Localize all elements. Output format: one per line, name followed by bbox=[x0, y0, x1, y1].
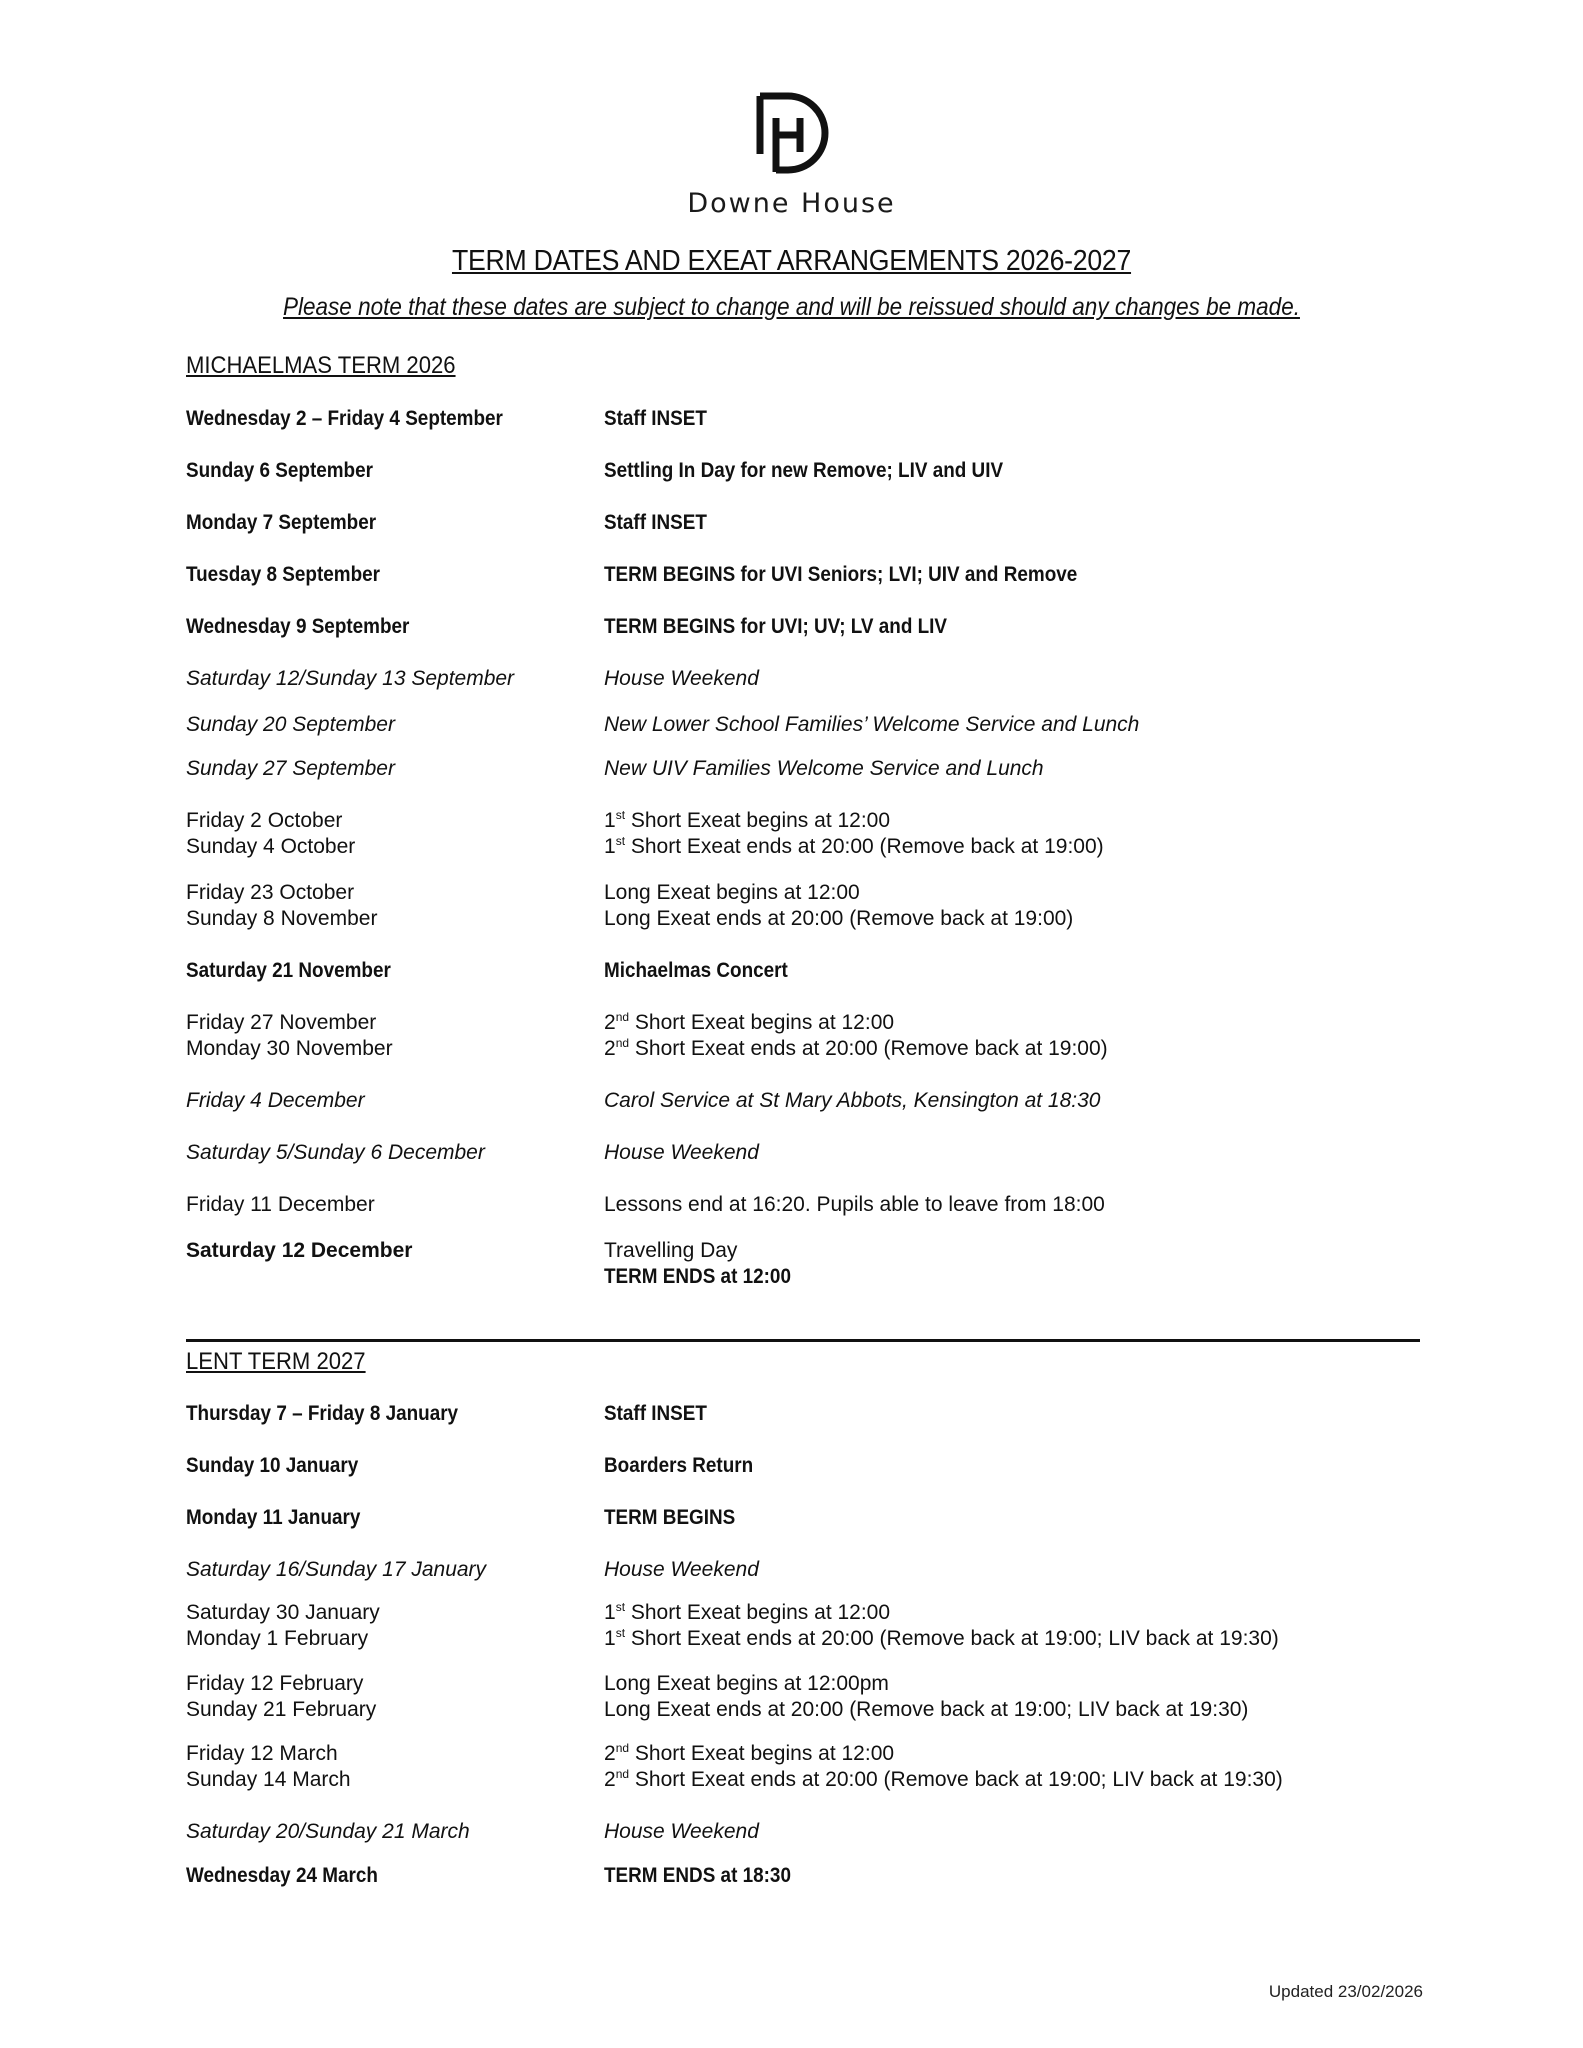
row-event: New UIV Families Welcome Service and Lunch bbox=[604, 757, 1044, 780]
row-date: Friday 12 February bbox=[186, 1672, 364, 1695]
school-name: Downe House bbox=[687, 188, 896, 219]
row-event: House Weekend bbox=[604, 1820, 759, 1843]
ordinal-suffix: nd bbox=[615, 1767, 630, 1781]
ordinal-suffix: st bbox=[615, 1626, 626, 1640]
michaelmas-heading: MICHAELMAS TERM 2026 bbox=[186, 352, 456, 379]
row-event: TERM ENDS at 12:00 bbox=[604, 1265, 791, 1288]
ordinal-number: 1 bbox=[604, 1601, 616, 1624]
row-event: Staff INSET bbox=[604, 1402, 707, 1425]
row-date: Wednesday 2 – Friday 4 September bbox=[186, 407, 503, 430]
event-text: Short Exeat ends at 20:00 (Remove back at 19:00) bbox=[625, 835, 1104, 858]
page-title: TERM DATES AND EXEAT ARRANGEMENTS 2026-2027 bbox=[451, 245, 1132, 277]
ordinal-suffix: st bbox=[615, 1600, 626, 1614]
row-date: Monday 7 September bbox=[186, 511, 377, 534]
event-text: Short Exeat begins at 12:00 bbox=[625, 1601, 891, 1624]
ordinal-suffix: st bbox=[615, 808, 626, 822]
event-text: Short Exeat ends at 20:00 (Remove back at 19:00; LIV back at 19:30) bbox=[629, 1768, 1283, 1791]
row-date: Sunday 27 September bbox=[186, 757, 395, 780]
row-date: Saturday 21 November bbox=[186, 959, 391, 982]
disclaimer-note: Please note that these dates are subject to change and will be reissued should any changes be made. bbox=[283, 293, 1300, 321]
row-event: Long Exeat begins at 12:00 bbox=[604, 881, 860, 904]
ordinal-number: 1 bbox=[604, 1627, 616, 1650]
ordinal-number: 1 bbox=[604, 809, 616, 832]
ordinal-suffix: nd bbox=[615, 1036, 630, 1050]
row-event: TERM ENDS at 18:30 bbox=[604, 1864, 791, 1887]
row-event: Boarders Return bbox=[604, 1454, 754, 1477]
section-divider bbox=[186, 1339, 1420, 1342]
row-date: Tuesday 8 September bbox=[186, 563, 380, 586]
row-event: Travelling Day bbox=[604, 1239, 738, 1262]
row-event: Settling In Day for new Remove; LIV and UIV bbox=[604, 459, 1004, 482]
row-event: Long Exeat begins at 12:00pm bbox=[604, 1672, 889, 1695]
row-date: Wednesday 9 September bbox=[186, 615, 410, 638]
ordinal-number: 2 bbox=[604, 1768, 616, 1791]
ordinal-suffix: st bbox=[615, 834, 626, 848]
row-event bbox=[604, 1626, 1424, 1652]
row-date: Sunday 20 September bbox=[186, 713, 395, 736]
event-text: Short Exeat ends at 20:00 (Remove back at 19:00) bbox=[629, 1037, 1108, 1060]
row-date: Friday 23 October bbox=[186, 881, 355, 904]
row-date: Sunday 10 January bbox=[186, 1454, 359, 1477]
ordinal-number: 2 bbox=[604, 1011, 616, 1034]
ordinal-suffix: nd bbox=[615, 1010, 630, 1024]
row-event bbox=[604, 1600, 1424, 1626]
row-event bbox=[604, 834, 1424, 860]
row-date: Saturday 12 December bbox=[186, 1239, 413, 1262]
ordinal-number: 2 bbox=[604, 1037, 616, 1060]
row-event bbox=[604, 808, 1424, 834]
row-date: Friday 4 December bbox=[186, 1089, 365, 1112]
event-text: Short Exeat begins at 12:00 bbox=[629, 1011, 895, 1034]
row-date: Saturday 20/Sunday 21 March bbox=[186, 1820, 470, 1843]
row-date: Monday 30 November bbox=[186, 1037, 393, 1060]
row-event: Long Exeat ends at 20:00 (Remove back at 19:00; LIV back at 19:30) bbox=[604, 1698, 1249, 1721]
row-date: Saturday 12/Sunday 13 September bbox=[186, 667, 515, 690]
row-event: Staff INSET bbox=[604, 511, 707, 534]
row-event: New Lower School Families’ Welcome Service and Lunch bbox=[604, 713, 1140, 736]
updated-date: Updated 23/02/2026 bbox=[1268, 1982, 1423, 2001]
row-event: House Weekend bbox=[604, 667, 759, 690]
row-date: Monday 1 February bbox=[186, 1627, 369, 1650]
row-date: Sunday 6 September bbox=[186, 459, 373, 482]
dh-monogram-icon bbox=[754, 92, 830, 174]
ordinal-suffix: nd bbox=[615, 1741, 630, 1755]
event-text: Short Exeat begins at 12:00 bbox=[629, 1742, 895, 1765]
row-event bbox=[604, 1010, 1424, 1036]
school-logo bbox=[0, 92, 1583, 219]
event-text: Short Exeat begins at 12:00 bbox=[625, 809, 891, 832]
row-event: TERM BEGINS for UVI Seniors; LVI; UIV and Remove bbox=[604, 563, 1078, 586]
row-date: Monday 11 January bbox=[186, 1506, 361, 1529]
row-date: Sunday 8 November bbox=[186, 907, 378, 930]
row-date: Sunday 21 February bbox=[186, 1698, 377, 1721]
row-event bbox=[604, 1767, 1424, 1793]
row-date: Friday 27 November bbox=[186, 1011, 377, 1034]
row-date: Friday 11 December bbox=[186, 1193, 375, 1216]
row-event: Carol Service at St Mary Abbots, Kensington at 18:30 bbox=[604, 1089, 1101, 1112]
row-date: Sunday 14 March bbox=[186, 1768, 351, 1791]
event-text: Short Exeat ends at 20:00 (Remove back at 19:00; LIV back at 19:30) bbox=[625, 1627, 1279, 1650]
row-event: House Weekend bbox=[604, 1558, 759, 1581]
row-date: Friday 12 March bbox=[186, 1742, 338, 1765]
lent-heading: LENT TERM 2027 bbox=[186, 1348, 366, 1375]
row-date: Wednesday 24 March bbox=[186, 1864, 378, 1887]
row-date: Saturday 16/Sunday 17 January bbox=[186, 1558, 487, 1581]
row-event: TERM BEGINS for UVI; UV; LV and LIV bbox=[604, 615, 948, 638]
ordinal-number: 1 bbox=[604, 835, 616, 858]
row-event: Long Exeat ends at 20:00 (Remove back at 19:00) bbox=[604, 907, 1074, 930]
row-date: Saturday 5/Sunday 6 December bbox=[186, 1141, 485, 1164]
row-event bbox=[604, 1741, 1424, 1767]
row-date: Thursday 7 – Friday 8 January bbox=[186, 1402, 459, 1425]
row-date: Sunday 4 October bbox=[186, 835, 356, 858]
row-date: Saturday 30 January bbox=[186, 1601, 380, 1624]
row-event: Lessons end at 16:20. Pupils able to leave from 18:00 bbox=[604, 1193, 1105, 1216]
row-event: TERM BEGINS bbox=[604, 1506, 736, 1529]
row-event: Staff INSET bbox=[604, 407, 707, 430]
row-event: Michaelmas Concert bbox=[604, 959, 788, 982]
row-date: Friday 2 October bbox=[186, 809, 343, 832]
row-event bbox=[604, 1036, 1424, 1062]
ordinal-number: 2 bbox=[604, 1742, 616, 1765]
row-event: House Weekend bbox=[604, 1141, 759, 1164]
